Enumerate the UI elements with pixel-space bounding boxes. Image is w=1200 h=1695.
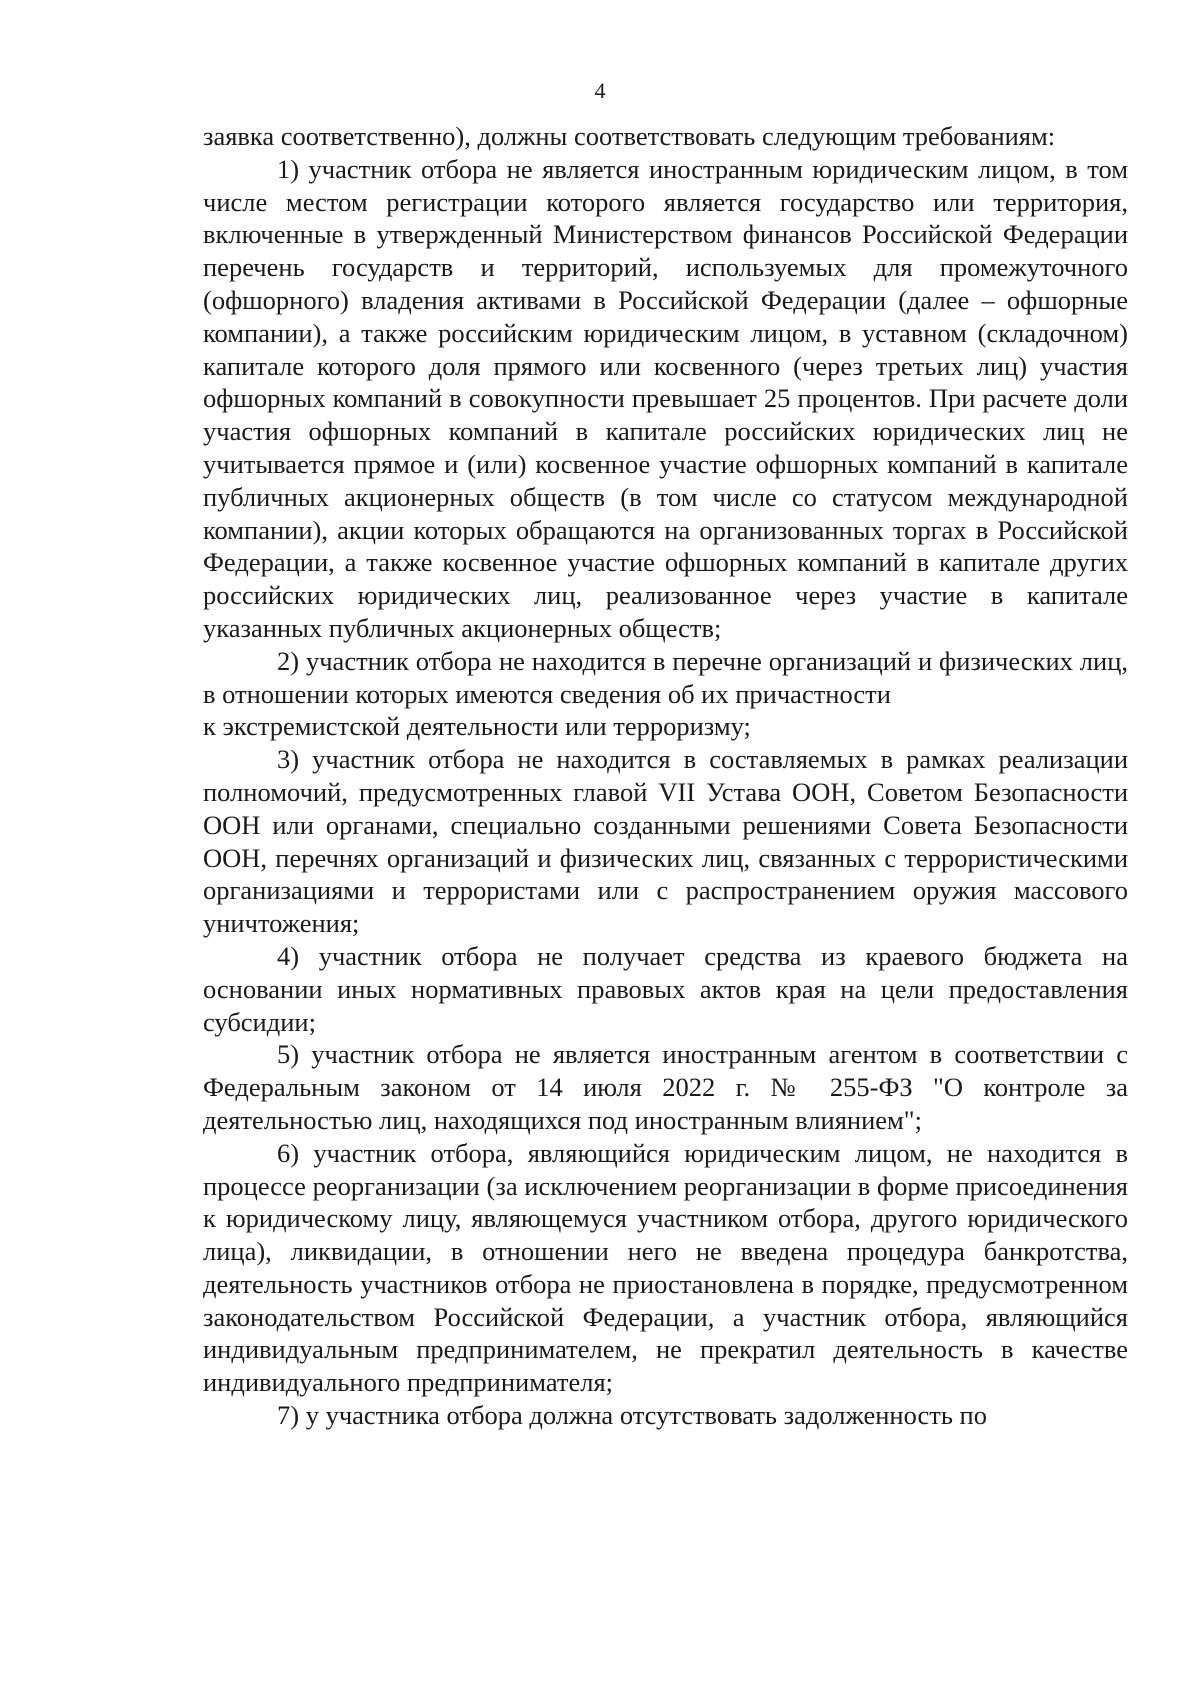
paragraph-item-2-continuation: к экстремистской деятельности или терроризму; — [203, 711, 751, 742]
paragraph-item-3: 3) участник отбора не находится в составляемых в рамках реализации полномочий, предусмотренных главой VII Устава ООН, Советом Безопасности ООН или органами, специально созданными решениями Совета Безопасности ООН, перечнях организаций и физических лиц, связанных с террористическими организациями и террористами или с распространением оружия массового уничтожения; — [203, 744, 1128, 939]
paragraph-item-4: 4) участник отбора не получает средства из краевого бюджета на основании иных нормативных правовых актов края на цели предоставления субсидии; — [203, 940, 1128, 1037]
paragraph-item-2: 2) участник отбора не находится в перечне организаций и физических лиц, в отношении которых имеются сведения об их причастности — [203, 645, 1128, 709]
paragraph-item-5: 5) участник отбора не является иностранным агентом в соответствии с Федеральным законом от 14 июля 2022 г. № 255-ФЗ "О контроле за деятельностью лиц, находящихся под иностранным влиянием"; — [203, 1039, 1128, 1135]
paragraph-intro: заявка соответственно), должны соответствовать следующим требованиям: — [203, 121, 1056, 151]
paragraph-item-6: 6) участник отбора, являющийся юридическим лицом, не находится в процессе реорганизации (за исключением реорганизации в форме присоединения к юридическому лицу, являющемуся участником отбора, другого юридического лица), ликвидации, в отношении него не введена процедура банкротства, деятельность участников отбора не приостановлена в порядке, предусмотренном законодательством Российской Федерации, а участник отбора, являющийся индивидуальным предпринимателем, не прекратил деятельность в качестве индивидуального предпринимателя; — [203, 1137, 1128, 1398]
document-body — [203, 120, 1128, 1432]
paragraph-item-7: 7) у участника отбора должна отсутствовать задолженность по — [277, 1400, 987, 1431]
page-number: 4 — [594, 78, 606, 103]
paragraph-item-1: 1) участник отбора не является иностранным юридическим лицом, в том числе местом регистрации которого является государство или территория, включенные в утвержденный Министерством финансов Российской Федерации перечень государств и территорий, используемых для промежуточного (офшорного) владения активами в Российской Федерации (далее – офшорные компании), а также российским юридическим лицом, в уставном (складочном) капитале которого доля прямого или косвенного (через третьих лиц) участия офшорных компаний в совокупности превышает 25 процентов. При расчете доли участия офшорных компаний в капитале российских юридических лиц не учитывается прямое и (или) косвенное участие офшорных компаний в капитале публичных акционерных обществ (в том числе со статусом международной компании), акции которых обращаются на организованных торгах в Российской Федерации, а также косвенное участие офшорных компаний в капитале других российских юридических лиц, реализованное через участие в капитале указанных публичных акционерных обществ; — [203, 153, 1128, 643]
